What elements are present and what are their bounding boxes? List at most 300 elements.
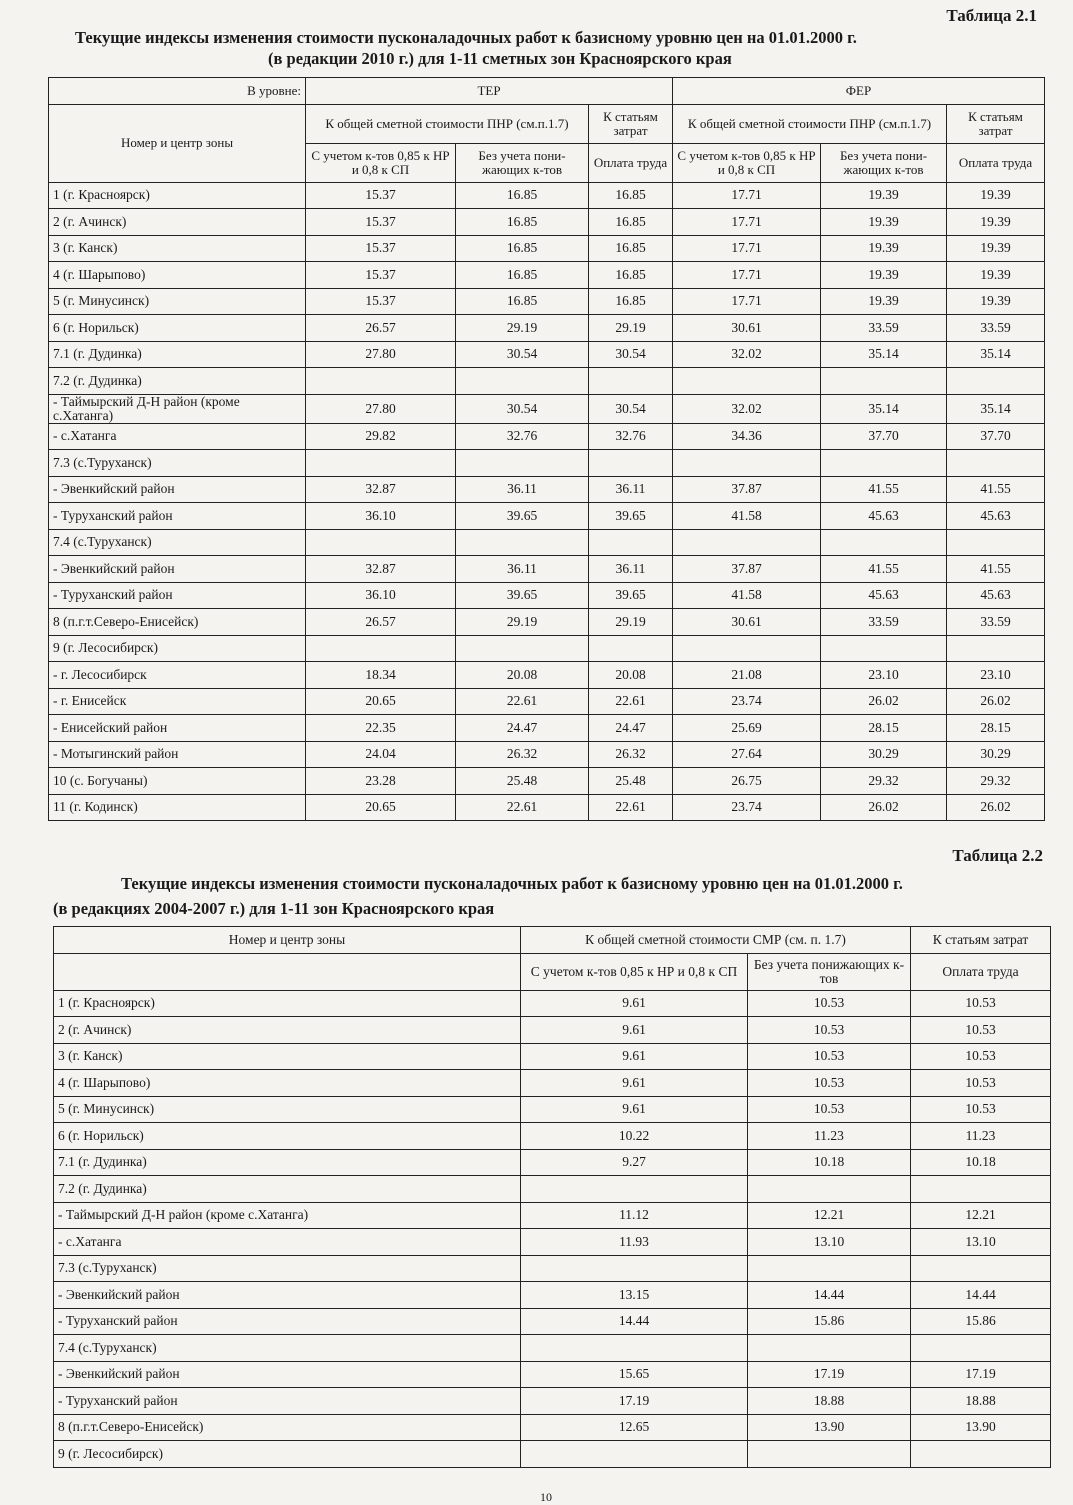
- value-cell: 20.08: [456, 662, 589, 689]
- zone-cell: 4 (г. Шарыпово): [49, 262, 306, 289]
- value-cell: [456, 635, 589, 662]
- zone-cell: 2 (г. Ачинск): [54, 1017, 521, 1044]
- table-row: [54, 990, 1051, 1017]
- value-cell: 19.39: [947, 209, 1045, 236]
- zone-cell: 7.3 (с.Туруханск): [49, 450, 306, 477]
- value-cell: 29.32: [821, 768, 947, 795]
- zone-cell: - г. Лесосибирск: [49, 662, 306, 689]
- fer-cost-items-header: К статьям затрат: [947, 104, 1045, 143]
- zone-cell: 7.1 (г. Дудинка): [49, 341, 306, 368]
- zone-cell: 7.1 (г. Дудинка): [54, 1149, 521, 1176]
- value-cell: 15.37: [306, 209, 456, 236]
- value-cell: 39.65: [456, 582, 589, 609]
- value-cell: 26.57: [306, 609, 456, 636]
- value-cell: 28.15: [821, 715, 947, 742]
- value-cell: 13.10: [911, 1229, 1051, 1256]
- value-cell: 36.10: [306, 582, 456, 609]
- value-cell: 25.69: [673, 715, 821, 742]
- value-cell: [821, 635, 947, 662]
- value-cell: 19.39: [947, 235, 1045, 262]
- value-cell: 15.37: [306, 182, 456, 209]
- value-cell: 13.10: [748, 1229, 911, 1256]
- table-row: [49, 450, 1045, 477]
- value-cell: [521, 1176, 748, 1203]
- table-row: [54, 1388, 1051, 1415]
- ter-with-coef-header: С учетом к-тов 0,85 к НР и 0,8 к СП: [306, 143, 456, 182]
- value-cell: 11.12: [521, 1202, 748, 1229]
- value-cell: 19.39: [821, 209, 947, 236]
- ter-general-cost-header: К общей сметной стоимости ПНР (см.п.1.7): [306, 104, 589, 143]
- table-2-1-title-line2: (в редакции 2010 г.) для 1-11 сметных зон Красноярского края: [268, 49, 732, 68]
- value-cell: 30.61: [673, 609, 821, 636]
- value-cell: 14.44: [748, 1282, 911, 1309]
- zone-cell: 2 (г. Ачинск): [49, 209, 306, 236]
- value-cell: [306, 450, 456, 477]
- zone-cell: 6 (г. Норильск): [49, 315, 306, 342]
- value-cell: [521, 1441, 748, 1468]
- table-row: [49, 715, 1045, 742]
- value-cell: 23.74: [673, 794, 821, 821]
- value-cell: 41.55: [947, 476, 1045, 503]
- value-cell: 23.28: [306, 768, 456, 795]
- table-row: [54, 1308, 1051, 1335]
- value-cell: 16.85: [589, 262, 673, 289]
- value-cell: 15.37: [306, 235, 456, 262]
- table-row: [49, 315, 1045, 342]
- zone-column-header: Номер и центр зоны: [49, 104, 306, 182]
- value-cell: 16.85: [589, 209, 673, 236]
- ter-header: ТЕР: [306, 78, 673, 105]
- zone-cell: - Эвенкийский район: [49, 556, 306, 583]
- table-row: [49, 503, 1045, 530]
- value-cell: 17.71: [673, 262, 821, 289]
- table-row: [49, 529, 1045, 556]
- table-row: [54, 1149, 1051, 1176]
- value-cell: 21.08: [673, 662, 821, 689]
- value-cell: 39.65: [589, 503, 673, 530]
- table-row: [49, 288, 1045, 315]
- value-cell: 22.61: [456, 794, 589, 821]
- value-cell: 41.55: [821, 476, 947, 503]
- table-row: [49, 476, 1045, 503]
- value-cell: [911, 1441, 1051, 1468]
- value-cell: 24.04: [306, 741, 456, 768]
- value-cell: 9.61: [521, 990, 748, 1017]
- value-cell: [748, 1441, 911, 1468]
- zone-cell: 10 (с. Богучаны): [49, 768, 306, 795]
- zone-cell: 11 (г. Кодинск): [49, 794, 306, 821]
- table-row: [54, 1123, 1051, 1150]
- table-row: [49, 768, 1045, 795]
- value-cell: 29.19: [456, 609, 589, 636]
- value-cell: 19.39: [947, 182, 1045, 209]
- cost-items-header: К статьям затрат: [911, 927, 1051, 954]
- zone-cell: - Туруханский район: [54, 1388, 521, 1415]
- ter-without-coef-header: Без учета пони-жающих к-тов: [456, 143, 589, 182]
- value-cell: 36.11: [456, 476, 589, 503]
- table-row: [54, 1282, 1051, 1309]
- value-cell: [911, 1335, 1051, 1362]
- value-cell: 17.71: [673, 235, 821, 262]
- zone-cell: - Эвенкийский район: [49, 476, 306, 503]
- value-cell: 10.22: [521, 1123, 748, 1150]
- value-cell: 10.53: [911, 1070, 1051, 1097]
- value-cell: [456, 450, 589, 477]
- value-cell: 10.53: [748, 1070, 911, 1097]
- value-cell: 34.36: [673, 423, 821, 450]
- value-cell: 12.21: [911, 1202, 1051, 1229]
- value-cell: 30.54: [589, 394, 673, 423]
- zone-cell: 6 (г. Норильск): [54, 1123, 521, 1150]
- value-cell: 24.47: [456, 715, 589, 742]
- value-cell: 39.65: [456, 503, 589, 530]
- value-cell: 36.11: [456, 556, 589, 583]
- value-cell: 18.88: [911, 1388, 1051, 1415]
- value-cell: [589, 529, 673, 556]
- value-cell: 22.61: [589, 688, 673, 715]
- zone-cell: - Туруханский район: [49, 582, 306, 609]
- value-cell: 22.61: [456, 688, 589, 715]
- table-2-2: [53, 926, 1051, 1468]
- zone-cell: 5 (г. Минусинск): [54, 1096, 521, 1123]
- value-cell: 17.19: [911, 1361, 1051, 1388]
- value-cell: [306, 368, 456, 395]
- value-cell: 15.86: [748, 1308, 911, 1335]
- zone-cell: 1 (г. Красноярск): [49, 182, 306, 209]
- zone-cell: - Эвенкийский район: [54, 1361, 521, 1388]
- zone-cell: 3 (г. Канск): [54, 1043, 521, 1070]
- zone-cell: 3 (г. Канск): [49, 235, 306, 262]
- value-cell: 18.34: [306, 662, 456, 689]
- value-cell: 9.61: [521, 1043, 748, 1070]
- value-cell: [821, 529, 947, 556]
- value-cell: 41.58: [673, 503, 821, 530]
- value-cell: [589, 450, 673, 477]
- general-cost-header: К общей сметной стоимости СМР (см. п. 1.7): [521, 927, 911, 954]
- zone-cell: 4 (г. Шарыпово): [54, 1070, 521, 1097]
- value-cell: 16.85: [456, 288, 589, 315]
- value-cell: 13.90: [911, 1414, 1051, 1441]
- value-cell: 32.87: [306, 476, 456, 503]
- zone-cell: 7.2 (г. Дудинка): [54, 1176, 521, 1203]
- value-cell: 9.61: [521, 1096, 748, 1123]
- table-row: [49, 209, 1045, 236]
- value-cell: [589, 368, 673, 395]
- value-cell: 29.19: [456, 315, 589, 342]
- value-cell: 33.59: [947, 609, 1045, 636]
- value-cell: 14.44: [521, 1308, 748, 1335]
- value-cell: [821, 368, 947, 395]
- value-cell: 10.53: [911, 1043, 1051, 1070]
- value-cell: 36.10: [306, 503, 456, 530]
- value-cell: 30.29: [821, 741, 947, 768]
- value-cell: 29.82: [306, 423, 456, 450]
- value-cell: [821, 450, 947, 477]
- value-cell: 20.65: [306, 688, 456, 715]
- value-cell: 20.65: [306, 794, 456, 821]
- table-row: [54, 1096, 1051, 1123]
- zone-cell: - с.Хатанга: [49, 423, 306, 450]
- value-cell: 41.55: [947, 556, 1045, 583]
- zone-cell: 1 (г. Красноярск): [54, 990, 521, 1017]
- value-cell: 13.15: [521, 1282, 748, 1309]
- zone-cell: - Туруханский район: [49, 503, 306, 530]
- zone-cell: 7.4 (с.Туруханск): [54, 1335, 521, 1362]
- value-cell: 19.39: [821, 235, 947, 262]
- value-cell: 32.76: [456, 423, 589, 450]
- value-cell: [456, 529, 589, 556]
- value-cell: 20.08: [589, 662, 673, 689]
- value-cell: 26.32: [589, 741, 673, 768]
- value-cell: 15.65: [521, 1361, 748, 1388]
- value-cell: 15.86: [911, 1308, 1051, 1335]
- table-row: [49, 609, 1045, 636]
- value-cell: 26.32: [456, 741, 589, 768]
- table-row: [49, 741, 1045, 768]
- value-cell: [748, 1176, 911, 1203]
- value-cell: 19.39: [947, 262, 1045, 289]
- value-cell: 45.63: [947, 503, 1045, 530]
- value-cell: 26.75: [673, 768, 821, 795]
- value-cell: [911, 1176, 1051, 1203]
- value-cell: 9.61: [521, 1070, 748, 1097]
- value-cell: 36.11: [589, 556, 673, 583]
- value-cell: 37.70: [947, 423, 1045, 450]
- value-cell: [306, 529, 456, 556]
- value-cell: 13.90: [748, 1414, 911, 1441]
- value-cell: 27.64: [673, 741, 821, 768]
- table-2-1-label: Таблица 2.1: [946, 6, 1037, 25]
- value-cell: 19.39: [821, 288, 947, 315]
- table-row: [54, 1176, 1051, 1203]
- table-2-1: [48, 77, 1045, 821]
- value-cell: 10.18: [748, 1149, 911, 1176]
- value-cell: 27.80: [306, 341, 456, 368]
- table-row: [54, 1335, 1051, 1362]
- value-cell: 14.44: [911, 1282, 1051, 1309]
- zone-cell: 9 (г. Лесосибирск): [54, 1441, 521, 1468]
- value-cell: 18.88: [748, 1388, 911, 1415]
- value-cell: 10.53: [748, 990, 911, 1017]
- value-cell: [947, 368, 1045, 395]
- table-row: [54, 1255, 1051, 1282]
- value-cell: 9.61: [521, 1017, 748, 1044]
- value-cell: 26.02: [821, 688, 947, 715]
- value-cell: [673, 450, 821, 477]
- zone-cell: - Таймырский Д-Н район (кроме с.Хатанга): [54, 1202, 521, 1229]
- value-cell: 24.47: [589, 715, 673, 742]
- value-cell: 10.53: [748, 1043, 911, 1070]
- zone-cell: - Енисейский район: [49, 715, 306, 742]
- zone-column-header: Номер и центр зоны: [54, 927, 521, 954]
- value-cell: [673, 529, 821, 556]
- table-row: [49, 368, 1045, 395]
- value-cell: 10.53: [911, 1096, 1051, 1123]
- table-row: [54, 1017, 1051, 1044]
- value-cell: 32.76: [589, 423, 673, 450]
- zone-cell: 8 (п.г.т.Северо-Енисейск): [54, 1414, 521, 1441]
- value-cell: 32.02: [673, 341, 821, 368]
- zone-cell: - Таймырский Д-Н район (кроме с.Хатанга): [49, 394, 306, 423]
- value-cell: 9.27: [521, 1149, 748, 1176]
- value-cell: 45.63: [947, 582, 1045, 609]
- value-cell: 30.54: [456, 394, 589, 423]
- value-cell: [911, 1255, 1051, 1282]
- page-number: 10: [540, 1490, 552, 1504]
- level-label: В уровне:: [49, 78, 306, 105]
- table-row: [49, 688, 1045, 715]
- value-cell: 26.57: [306, 315, 456, 342]
- table-row: [54, 1414, 1051, 1441]
- table-2-2-title-line2: (в редакциях 2004-2007 г.) для 1-11 зон Красноярского края: [53, 899, 495, 918]
- value-cell: 23.10: [947, 662, 1045, 689]
- value-cell: 17.71: [673, 182, 821, 209]
- value-cell: 33.59: [821, 609, 947, 636]
- value-cell: 12.65: [521, 1414, 748, 1441]
- value-cell: [947, 635, 1045, 662]
- value-cell: 30.29: [947, 741, 1045, 768]
- value-cell: 27.80: [306, 394, 456, 423]
- value-cell: [589, 635, 673, 662]
- value-cell: [521, 1335, 748, 1362]
- value-cell: [673, 368, 821, 395]
- value-cell: 26.02: [947, 688, 1045, 715]
- value-cell: 26.02: [821, 794, 947, 821]
- fer-without-coef-header: Без учета пони-жающих к-тов: [821, 143, 947, 182]
- value-cell: 10.18: [911, 1149, 1051, 1176]
- value-cell: 23.10: [821, 662, 947, 689]
- value-cell: 36.11: [589, 476, 673, 503]
- value-cell: 11.23: [748, 1123, 911, 1150]
- zone-cell: 7.2 (г. Дудинка): [49, 368, 306, 395]
- value-cell: 10.53: [911, 990, 1051, 1017]
- table-row: [49, 794, 1045, 821]
- table-2-1-title-line1: Текущие индексы изменения стоимости пусконаладочных работ к базисному уровню цен на 01.01.2000 г.: [75, 28, 857, 47]
- value-cell: 16.85: [456, 262, 589, 289]
- table-row: [49, 262, 1045, 289]
- value-cell: 32.87: [306, 556, 456, 583]
- value-cell: 16.85: [456, 235, 589, 262]
- value-cell: 26.02: [947, 794, 1045, 821]
- value-cell: 30.54: [456, 341, 589, 368]
- table-row: [54, 1070, 1051, 1097]
- labor-header: Оплата труда: [911, 953, 1051, 990]
- fer-general-cost-header: К общей сметной стоимости ПНР (см.п.1.7): [673, 104, 947, 143]
- value-cell: 45.63: [821, 503, 947, 530]
- value-cell: 32.02: [673, 394, 821, 423]
- value-cell: 17.71: [673, 209, 821, 236]
- value-cell: 29.32: [947, 768, 1045, 795]
- zone-cell: - Эвенкийский район: [54, 1282, 521, 1309]
- table-row: [49, 182, 1045, 209]
- with-coef-header: С учетом к-тов 0,85 к НР и 0,8 к СП: [521, 953, 748, 990]
- table-row: [54, 1361, 1051, 1388]
- zone-cell: 5 (г. Минусинск): [49, 288, 306, 315]
- zone-cell: - г. Енисейск: [49, 688, 306, 715]
- value-cell: 10.53: [748, 1096, 911, 1123]
- fer-labor-header: Оплата труда: [947, 143, 1045, 182]
- table-row: [49, 662, 1045, 689]
- value-cell: 35.14: [947, 341, 1045, 368]
- value-cell: 11.23: [911, 1123, 1051, 1150]
- value-cell: 19.39: [821, 262, 947, 289]
- value-cell: 22.35: [306, 715, 456, 742]
- zone-cell: 7.3 (с.Туруханск): [54, 1255, 521, 1282]
- value-cell: 35.14: [821, 394, 947, 423]
- value-cell: [748, 1255, 911, 1282]
- ter-labor-header: Оплата труда: [589, 143, 673, 182]
- value-cell: 16.85: [589, 288, 673, 315]
- zone-cell: - Мотыгинский район: [49, 741, 306, 768]
- value-cell: 25.48: [589, 768, 673, 795]
- value-cell: 16.85: [589, 182, 673, 209]
- value-cell: 15.37: [306, 288, 456, 315]
- value-cell: 45.63: [821, 582, 947, 609]
- value-cell: [673, 635, 821, 662]
- table-row: [49, 235, 1045, 262]
- value-cell: 33.59: [947, 315, 1045, 342]
- value-cell: [521, 1255, 748, 1282]
- value-cell: 37.70: [821, 423, 947, 450]
- table-2-2-label: Таблица 2.2: [952, 846, 1043, 865]
- table-row: [49, 423, 1045, 450]
- table-2-2-title-line1: Текущие индексы изменения стоимости пусконаладочных работ к базисному уровню цен на 01.01.2000 г.: [121, 874, 903, 893]
- table-row: [49, 582, 1045, 609]
- value-cell: [947, 529, 1045, 556]
- table-row: [54, 1229, 1051, 1256]
- zone-cell: - Туруханский район: [54, 1308, 521, 1335]
- value-cell: 16.85: [589, 235, 673, 262]
- value-cell: 10.53: [748, 1017, 911, 1044]
- zone-cell: 8 (п.г.т.Северо-Енисейск): [49, 609, 306, 636]
- value-cell: 10.53: [911, 1017, 1051, 1044]
- value-cell: 35.14: [821, 341, 947, 368]
- value-cell: 33.59: [821, 315, 947, 342]
- value-cell: 17.71: [673, 288, 821, 315]
- zone-column-header-blank: [54, 953, 521, 990]
- value-cell: 37.87: [673, 476, 821, 503]
- value-cell: 28.15: [947, 715, 1045, 742]
- value-cell: 12.21: [748, 1202, 911, 1229]
- value-cell: 30.54: [589, 341, 673, 368]
- value-cell: 16.85: [456, 209, 589, 236]
- value-cell: [306, 635, 456, 662]
- table-row: [49, 394, 1045, 423]
- zone-cell: - с.Хатанга: [54, 1229, 521, 1256]
- table-row: [54, 1043, 1051, 1070]
- value-cell: [456, 368, 589, 395]
- table-row: [49, 556, 1045, 583]
- value-cell: 37.87: [673, 556, 821, 583]
- value-cell: [947, 450, 1045, 477]
- value-cell: 19.39: [947, 288, 1045, 315]
- value-cell: 17.19: [521, 1388, 748, 1415]
- value-cell: 39.65: [589, 582, 673, 609]
- value-cell: [748, 1335, 911, 1362]
- zone-cell: 7.4 (с.Туруханск): [49, 529, 306, 556]
- value-cell: 29.19: [589, 609, 673, 636]
- value-cell: 41.58: [673, 582, 821, 609]
- value-cell: 22.61: [589, 794, 673, 821]
- value-cell: 16.85: [456, 182, 589, 209]
- table-row: [49, 341, 1045, 368]
- ter-cost-items-header: К статьям затрат: [589, 104, 673, 143]
- value-cell: 17.19: [748, 1361, 911, 1388]
- value-cell: 35.14: [947, 394, 1045, 423]
- table-row: [49, 635, 1045, 662]
- value-cell: 15.37: [306, 262, 456, 289]
- value-cell: 23.74: [673, 688, 821, 715]
